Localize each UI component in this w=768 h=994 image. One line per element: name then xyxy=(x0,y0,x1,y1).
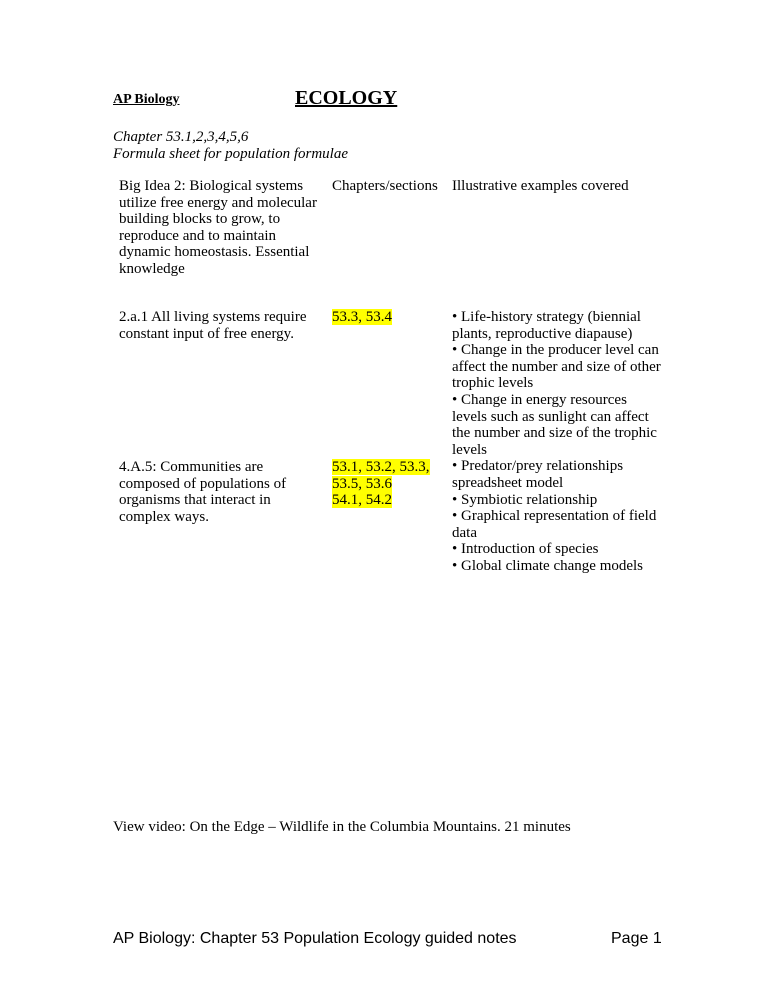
row-knowledge-2a1: 2.a.1 All living systems require constant input of free energy. xyxy=(119,309,307,342)
section-highlight: 54.1, 54.2 xyxy=(332,492,392,509)
section-highlight: 53.3, 53.4 xyxy=(332,309,392,325)
chapter-line: Chapter 53.1,2,3,4,5,6 xyxy=(113,129,249,145)
example-item: • Change in the producer level can affect the number and size of other trophic levels xyxy=(452,342,661,392)
example-item: • Graphical representation of field data xyxy=(452,508,657,541)
page-number: Page 1 xyxy=(611,930,662,947)
example-item: • Introduction of species xyxy=(452,541,599,558)
example-item: • Global climate change models xyxy=(452,557,644,574)
example-item: • Symbiotic relationship xyxy=(452,491,598,508)
section-highlight: 53.1, 53.2, 53.3, xyxy=(332,459,430,475)
page-title: ECOLOGY xyxy=(295,87,398,109)
examples-list xyxy=(452,309,662,575)
header-sections: Chapters/sections xyxy=(332,178,438,194)
example-item: • Predator/prey relationships spreadsheet model xyxy=(452,458,624,491)
row-sections-2a1 xyxy=(332,309,392,326)
header-knowledge: Big Idea 2: Biological systems utilize free energy and molecular building blocks to grow, to reproduce and to maintain dynamic homeostasis. Essential knowledge xyxy=(119,178,317,277)
row-sections-4a5 xyxy=(332,459,430,509)
row-knowledge-4a5: 4.A.5: Communities are composed of populations of organisms that interact in complex ways. xyxy=(119,459,287,525)
video-note: View video: On the Edge – Wildlife in the Columbia Mountains. 21 minutes xyxy=(113,819,571,835)
section-highlight: 53.5, 53.6 xyxy=(332,475,392,492)
footer-text: AP Biology: Chapter 53 Population Ecology guided notes xyxy=(113,930,517,947)
example-item: • Life-history strategy (biennial plants, reproductive diapause) xyxy=(452,309,641,342)
formula-line: Formula sheet for population formulae xyxy=(113,146,348,162)
example-item: • Change in energy resources levels such as sunlight can affect the number and size of the trophic levels xyxy=(452,391,657,458)
header-examples: Illustrative examples covered xyxy=(452,178,629,194)
course-label: AP Biology xyxy=(113,92,180,107)
